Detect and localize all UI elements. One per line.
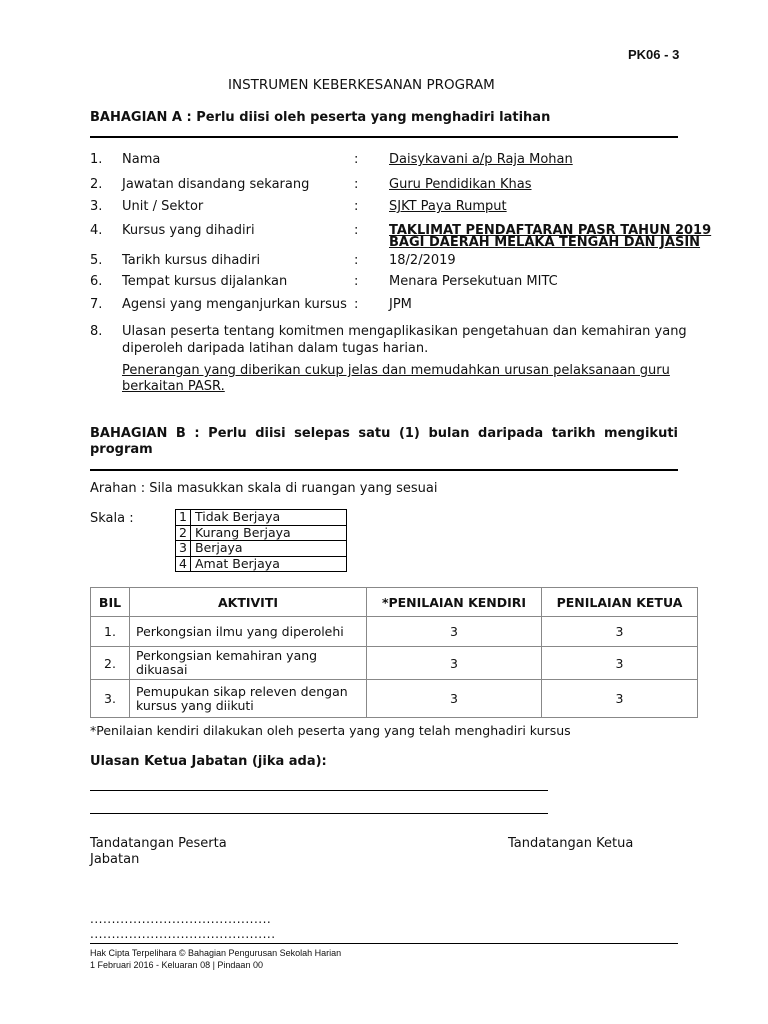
field-colon: : <box>354 253 359 268</box>
field-number: 3. <box>90 199 103 214</box>
field-label: Unit / Sektor <box>122 199 204 214</box>
signature-dots-2: ........................................... <box>90 927 276 941</box>
field-label: Agensi yang menganjurkan kursus <box>122 297 347 312</box>
activity-text: Perkongsian kemahiran yang <box>136 648 318 663</box>
field-colon: : <box>354 199 359 214</box>
field-label: Tarikh kursus dihadiri <box>122 253 261 268</box>
activity-text-line2: dikuasai <box>136 662 188 677</box>
col-header-penilaian-ketua: PENILAIAN KETUA <box>542 588 698 617</box>
cell-activity <box>130 617 367 647</box>
section-a-heading: BAHAGIAN A : Perlu diisi oleh peserta yang menghadiri latihan <box>90 110 551 125</box>
comment-heading: Ulasan Ketua Jabatan (jika ada): <box>90 754 327 769</box>
signature-dots-1: .......................................... <box>90 912 272 926</box>
field-row-tarikh <box>0 253 768 271</box>
table-row <box>91 617 698 647</box>
section-b-heading: BAHAGIAN B : Perlu diisi selepas satu (1) bulan daripada tarikh mengikuti <box>90 426 678 441</box>
activity-text-line2: kursus yang diikuti <box>136 697 254 713</box>
item8-question-line1: Ulasan peserta tentang komitmen mengaplikasikan pengetahuan dan kemahiran yang <box>122 324 687 339</box>
col-header-bil: BIL <box>91 588 130 617</box>
field-colon: : <box>354 223 359 238</box>
field-value-tempat: Menara Persekutuan MITC <box>389 274 558 289</box>
document-code: PK06 - 3 <box>628 47 680 62</box>
field-colon: : <box>354 297 359 312</box>
section-b-heading-cont: program <box>90 442 153 457</box>
field-row-unit <box>0 199 768 217</box>
field-value-unit: SJKT Paya Rumput <box>389 199 507 214</box>
field-colon: : <box>354 152 359 167</box>
col-header-aktiviti: AKTIVITI <box>130 588 367 617</box>
scale-row <box>176 556 347 572</box>
scale-text: Berjaya <box>191 541 347 557</box>
field-value-kursus-line2: BAGI DAERAH MELAKA TENGAH DAN JASIN <box>389 235 701 250</box>
field-value-jawatan: Guru Pendidikan Khas <box>389 177 532 192</box>
field-number: 1. <box>90 152 103 167</box>
cell-self-score: 3 <box>367 647 542 680</box>
field-label: Kursus yang dihadiri <box>122 223 255 238</box>
col-header-penilaian-kendiri: *PENILAIAN KENDIRI <box>367 588 542 617</box>
field-number: 4. <box>90 223 103 238</box>
comment-line-2 <box>90 813 548 814</box>
signature-head-label: Tandatangan Ketua <box>508 836 634 851</box>
instruction-text: Arahan : Sila masukkan skala di ruangan yang sesuai <box>90 481 438 496</box>
field-row-tempat <box>0 274 768 292</box>
comment-line-1 <box>90 790 548 791</box>
scale-label: Skala : <box>90 511 134 526</box>
field-number: 5. <box>90 253 103 268</box>
field-number: 2. <box>90 177 103 192</box>
section-b-rule <box>90 469 678 471</box>
field-number: 7. <box>90 297 103 312</box>
cell-activity <box>130 647 367 680</box>
footer-rule <box>90 943 678 944</box>
scale-number: 3 <box>176 541 191 557</box>
cell-head-score: 3 <box>542 680 698 718</box>
item8-answer-line1: Penerangan yang diberikan cukup jelas dan memudahkan urusan pelaksanaan guru <box>122 363 670 378</box>
scale-text: Amat Berjaya <box>191 556 347 572</box>
field-row-kursus <box>0 223 768 255</box>
cell-bil: 2. <box>91 647 130 680</box>
cell-bil: 1. <box>91 617 130 647</box>
field-row-nama <box>0 152 768 170</box>
field-label: Nama <box>122 152 161 167</box>
field-value-kursus: TAKLIMAT PENDAFTARAN PASR TAHUN 2019 <box>389 223 712 238</box>
scale-table <box>175 509 347 572</box>
activity-text: Pemupukan sikap releven dengan <box>136 683 348 699</box>
cell-self-score: 3 <box>367 680 542 718</box>
field-row-agensi <box>0 297 768 315</box>
field-label: Jawatan disandang sekarang <box>122 177 310 192</box>
item8-number: 8. <box>90 324 103 339</box>
document-title: INSTRUMEN KEBERKESANAN PROGRAM <box>228 77 495 93</box>
cell-self-score: 3 <box>367 617 542 647</box>
item8-answer-line2: berkaitan PASR. <box>122 379 225 394</box>
scale-row <box>176 541 347 557</box>
section-a-rule <box>90 136 678 138</box>
scale-text: Kurang Berjaya <box>191 525 347 541</box>
item8-question-line2: diperoleh daripada latihan dalam tugas harian. <box>122 341 429 356</box>
field-row-jawatan <box>0 177 768 195</box>
cell-activity <box>130 680 367 718</box>
table-row <box>91 680 698 718</box>
field-value-nama: Daisykavani a/p Raja Mohan <box>389 152 573 167</box>
scale-number: 1 <box>176 510 191 526</box>
scale-text: Tidak Berjaya <box>191 510 347 526</box>
field-value-tarikh: 18/2/2019 <box>389 253 456 268</box>
table-header-row <box>91 588 698 617</box>
field-colon: : <box>354 274 359 289</box>
cell-head-score: 3 <box>542 647 698 680</box>
footer-copyright: Hak Cipta Terpelihara © Bahagian Pengurusan Sekolah Harian <box>90 948 342 958</box>
activity-table <box>90 587 698 718</box>
scale-row <box>176 510 347 526</box>
cell-head-score: 3 <box>542 617 698 647</box>
field-label: Tempat kursus dijalankan <box>122 274 288 289</box>
field-colon: : <box>354 177 359 192</box>
scale-number: 2 <box>176 525 191 541</box>
activity-text: Perkongsian ilmu yang diperolehi <box>136 624 344 639</box>
signature-head-label-cont: Jabatan <box>90 852 140 867</box>
scale-number: 4 <box>176 556 191 572</box>
field-number: 6. <box>90 274 103 289</box>
cell-bil: 3. <box>91 680 130 718</box>
field-value-agensi: JPM <box>389 297 412 312</box>
footer-release: 1 Februari 2016 - Keluaran 08 | Pindaan 00 <box>90 960 263 970</box>
footnote: *Penilaian kendiri dilakukan oleh peserta yang yang telah menghadiri kursus <box>90 723 571 738</box>
table-row <box>91 647 698 680</box>
signature-participant-label: Tandatangan Peserta <box>90 836 227 851</box>
scale-row <box>176 525 347 541</box>
